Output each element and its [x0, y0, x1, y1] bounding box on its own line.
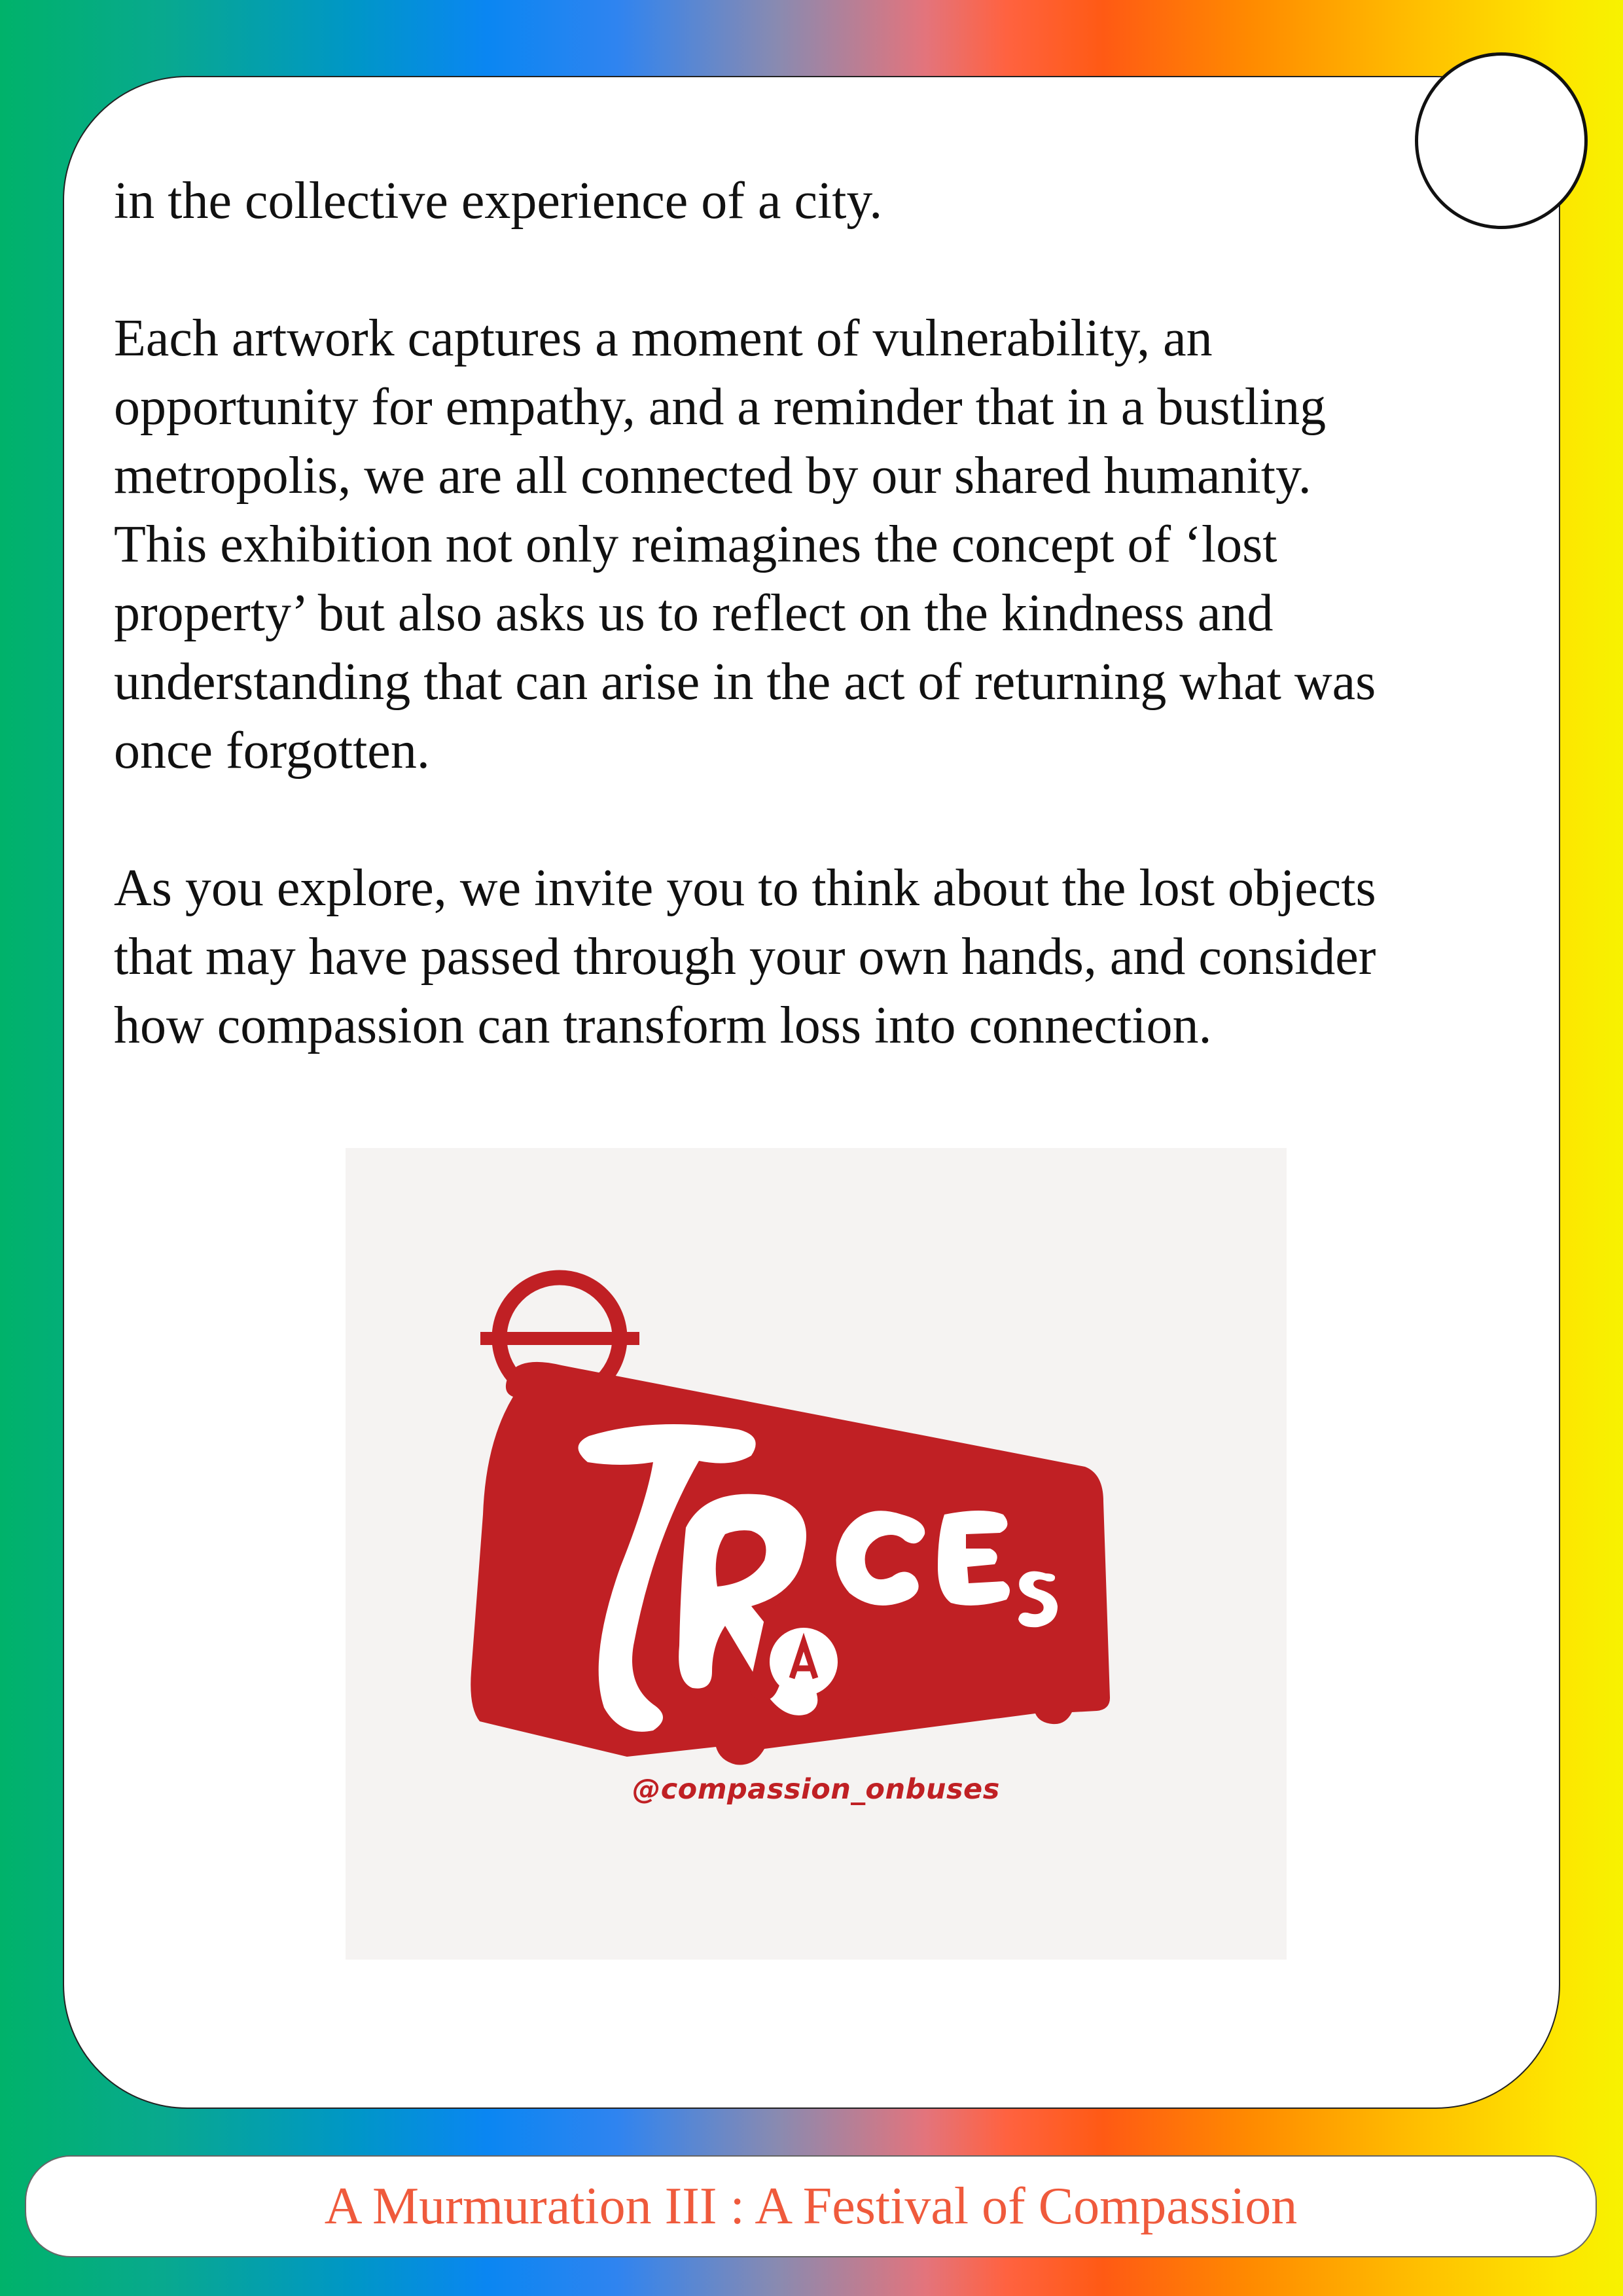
paragraph-intro-continuation: in the collective experience of a city. — [114, 172, 883, 230]
festival-title: A Murmuration III : A Festival of Compassion — [324, 2177, 1298, 2235]
footer-bar — [25, 2155, 1597, 2257]
logo-handle-text: @compassion_onbuses — [632, 1773, 1000, 1806]
traces-logo-image — [346, 1148, 1287, 1960]
logo-roundel-bar — [480, 1332, 639, 1345]
paragraph-invitation: As you explore, we invite you to think about the lost objects that may have passed through your own hands, and consider how compassion can transform loss into connection. — [114, 859, 1376, 1054]
traces-bus-logo — [346, 1148, 1287, 1960]
body-text — [114, 167, 1527, 1060]
paragraph-artwork: Each artwork captures a moment of vulnerability, an opportunity for empathy, and a reminder that in a bustling metropolis, we are all connected by our shared humanity. This exhibition not only reimagines the concept of ‘lost property’ but also asks us to reflect on the kindness and understanding that can arise in the act of returning what was once forgotten. — [114, 310, 1376, 780]
